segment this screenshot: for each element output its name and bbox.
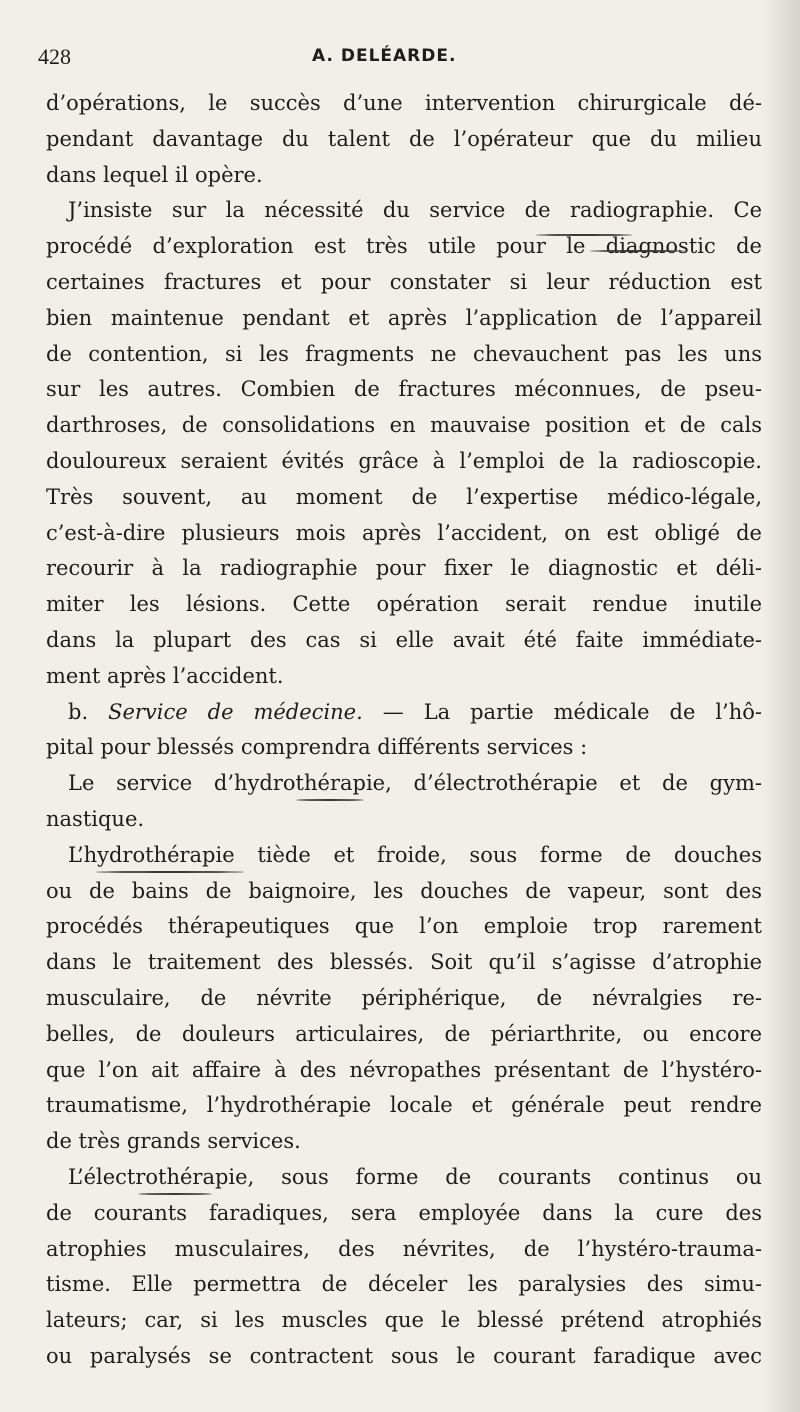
text-line: ou paralysés se contractent sous le courant faradique avec <box>46 1343 762 1368</box>
page-number: 428 <box>38 44 71 69</box>
text-line: dans le traitement des blessés. Soit qu’il s’agisse d’atrophie <box>46 950 762 975</box>
text-line: J’insiste sur la nécessité du service de radiographie. Ce <box>68 198 762 223</box>
pencil-underline <box>138 1193 212 1195</box>
text-line: c’est-à-dire plusieurs mois après l’accident, on est obligé de <box>46 520 762 545</box>
text-line: L’électrothérapie, sous forme de courants continus ou <box>68 1164 762 1189</box>
section-title: Service de médecine. <box>108 699 363 724</box>
text-line: ou de bains de baignoire, les douches de vapeur, sont des <box>46 878 762 903</box>
pencil-underline <box>536 234 632 236</box>
pencil-underline <box>590 250 686 252</box>
text-line: de très grands services. <box>46 1129 301 1154</box>
text-line: pendant davantage du talent de l’opérateur que du milieu <box>46 126 762 151</box>
text-line: Très souvent, au moment de l’expertise médico-légale, <box>46 484 762 509</box>
text-line: douloureux seraient évités grâce à l’emploi de la radioscopie. <box>46 448 762 473</box>
text-line: ment après l’accident. <box>46 663 284 688</box>
text-line: bien maintenue pendant et après l’application de l’appareil <box>46 305 762 330</box>
page-header <box>38 44 758 74</box>
text-line: traumatisme, l’hydrothérapie locale et générale peut rendre <box>46 1093 762 1118</box>
text-line: de courants faradiques, sera employée dans la cure des <box>46 1200 762 1225</box>
text-line: nastique. <box>46 806 145 831</box>
page-edge-shadow <box>762 0 800 1412</box>
section-letter: b. <box>68 699 109 724</box>
text-line: dans lequel il opère. <box>46 162 263 187</box>
text-line: dans la plupart des cas si elle avait été faite immédiate- <box>46 627 762 652</box>
text-line: musculaire, de névrite périphérique, de névralgies re- <box>46 985 762 1010</box>
text-line: L’hydrothérapie tiède et froide, sous forme de douches <box>68 842 762 867</box>
text-line: tisme. Elle permettra de déceler les paralysies des simu- <box>46 1272 762 1297</box>
pencil-underline <box>96 871 244 873</box>
section-heading-rest: — La partie médicale de l’hô- <box>362 699 762 724</box>
text-line: miter les lésions. Cette opération serait rendue inutile <box>46 592 762 617</box>
text-line: certaines fractures et pour constater si leur réduction est <box>46 269 762 294</box>
text-line: Le service d’hydrothérapie, d’électrothérapie et de gym- <box>68 771 762 796</box>
running-head: A. DELÉARDE. <box>312 46 457 66</box>
pencil-underline <box>296 799 364 801</box>
section-heading-line <box>46 695 762 731</box>
text-line: sur les autres. Combien de fractures méconnues, de pseu- <box>46 377 762 402</box>
text-line: pital pour blessés comprendra différents services : <box>46 735 588 760</box>
text-line: lateurs; car, si les muscles que le blessé prétend atrophiés <box>46 1308 762 1333</box>
text-line: recourir à la radiographie pour fixer le diagnostic et déli- <box>46 556 762 581</box>
text-line: d’opérations, le succès d’une intervention chirurgicale dé- <box>46 91 762 115</box>
text-line: atrophies musculaires, des névrites, de l’hystéro-trauma- <box>46 1236 762 1261</box>
text-line: belles, de douleurs articulaires, de périarthrite, ou encore <box>46 1021 762 1046</box>
text-line: darthroses, de consolidations en mauvaise position et de cals <box>46 413 762 438</box>
text-line: que l’on ait affaire à des névropathes présentant de l’hystéro- <box>46 1057 762 1082</box>
body-text <box>46 86 762 1375</box>
text-line: procédés thérapeutiques que l’on emploie trop rarement <box>46 914 762 939</box>
text-line: de contention, si les fragments ne chevauchent pas les uns <box>46 341 762 366</box>
text-line: procédé d’exploration est très utile pour le diagnostic de <box>46 234 762 259</box>
